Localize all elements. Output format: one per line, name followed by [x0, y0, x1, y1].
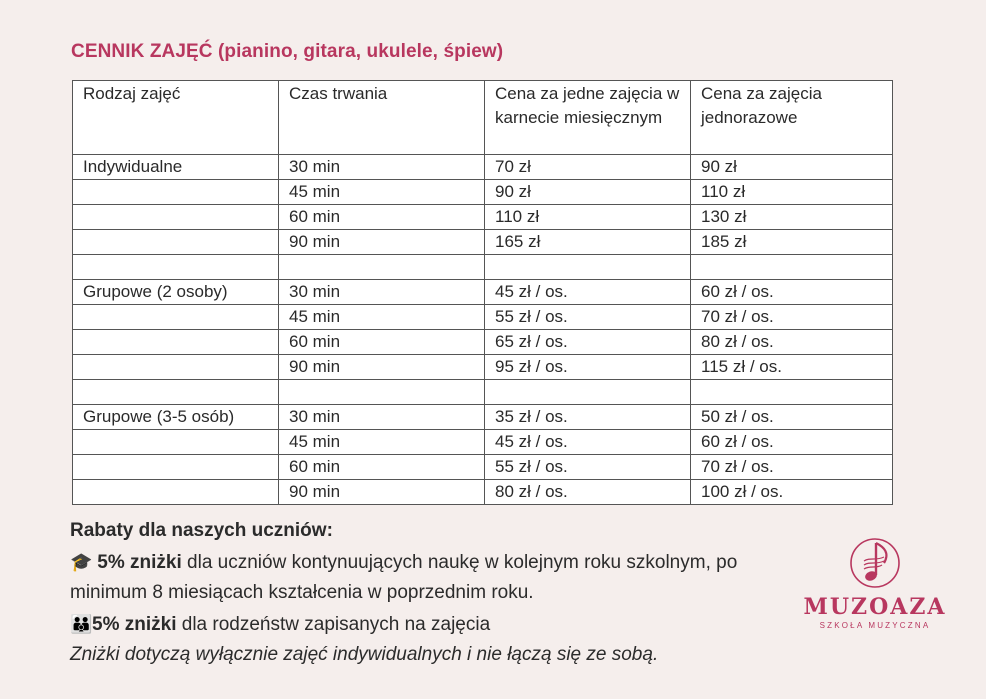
cell-monthly-pass-price: 90 zł — [485, 180, 691, 205]
table-row — [73, 180, 893, 205]
cell-single-price — [691, 380, 893, 405]
price-table — [72, 80, 893, 505]
table-row — [73, 280, 893, 305]
table-row — [73, 230, 893, 255]
cell-monthly-pass-price: 45 zł / os. — [485, 280, 691, 305]
cell-single-price: 50 zł / os. — [691, 405, 893, 430]
cell-monthly-pass-price: 110 zł — [485, 205, 691, 230]
cell-monthly-pass-price — [485, 255, 691, 280]
table-row — [73, 305, 893, 330]
cell-lesson-type: Grupowe (3-5 osób) — [73, 405, 279, 430]
table-row — [73, 355, 893, 380]
cell-single-price: 100 zł / os. — [691, 480, 893, 505]
cell-duration: 30 min — [279, 280, 485, 305]
cell-single-price: 80 zł / os. — [691, 330, 893, 355]
cell-duration: 45 min — [279, 430, 485, 455]
cell-duration: 60 min — [279, 455, 485, 480]
discount-amount: 5% zniżki — [97, 551, 182, 573]
cell-duration: 60 min — [279, 330, 485, 355]
table-row — [73, 155, 893, 180]
discounts-note: Zniżki dotyczą wyłącznie zajęć indywidualnych i nie łączą się ze sobą. — [70, 644, 659, 665]
table-row — [73, 455, 893, 480]
cell-lesson-type — [73, 480, 279, 505]
discount-item — [70, 547, 790, 609]
logo-name: MUZOAZA — [803, 594, 947, 620]
cell-monthly-pass-price — [485, 380, 691, 405]
cell-lesson-type — [73, 355, 279, 380]
header-monthly-pass-price: Cena za jedne zajęcia w karnecie miesięcznym — [485, 81, 691, 155]
cell-single-price: 130 zł — [691, 205, 893, 230]
cell-single-price: 185 zł — [691, 230, 893, 255]
cell-duration: 90 min — [279, 355, 485, 380]
cell-duration — [279, 255, 485, 280]
cell-duration: 30 min — [279, 155, 485, 180]
discount-description: dla rodzeństw zapisanych na zajęcia — [176, 613, 491, 635]
table-row — [73, 330, 893, 355]
cell-monthly-pass-price: 55 zł / os. — [485, 455, 691, 480]
cell-lesson-type — [73, 255, 279, 280]
cell-duration — [279, 380, 485, 405]
logo-subtitle: SZKOŁA MUZYCZNA — [819, 621, 931, 630]
cell-lesson-type — [73, 230, 279, 255]
cell-single-price: 115 zł / os. — [691, 355, 893, 380]
family-icon: 👪 — [70, 613, 93, 634]
cell-duration: 45 min — [279, 180, 485, 205]
table-row — [73, 430, 893, 455]
cell-lesson-type — [73, 180, 279, 205]
school-logo — [800, 535, 950, 650]
discounts-section — [70, 516, 790, 671]
cell-lesson-type — [73, 430, 279, 455]
cell-lesson-type — [73, 380, 279, 405]
table-row — [73, 480, 893, 505]
table-body — [73, 155, 893, 505]
cell-duration: 90 min — [279, 230, 485, 255]
cell-single-price: 70 zł / os. — [691, 305, 893, 330]
cell-lesson-type: Grupowe (2 osoby) — [73, 280, 279, 305]
cell-single-price: 70 zł / os. — [691, 455, 893, 480]
music-note-icon — [848, 535, 902, 591]
table-header-row — [73, 81, 893, 155]
cell-monthly-pass-price: 165 zł — [485, 230, 691, 255]
cell-monthly-pass-price: 80 zł / os. — [485, 480, 691, 505]
cell-single-price — [691, 255, 893, 280]
graduation-cap-icon: 🎓 — [70, 551, 93, 572]
cell-lesson-type — [73, 455, 279, 480]
cell-duration: 90 min — [279, 480, 485, 505]
header-lesson-type: Rodzaj zajęć — [73, 81, 279, 155]
cell-monthly-pass-price: 35 zł / os. — [485, 405, 691, 430]
header-duration: Czas trwania — [279, 81, 485, 155]
cell-duration: 60 min — [279, 205, 485, 230]
cell-single-price: 90 zł — [691, 155, 893, 180]
cell-single-price: 110 zł — [691, 180, 893, 205]
cell-lesson-type — [73, 205, 279, 230]
cell-lesson-type — [73, 305, 279, 330]
discounts-heading: Rabaty dla naszych uczniów: — [70, 520, 333, 541]
cell-lesson-type: Indywidualne — [73, 155, 279, 180]
cell-single-price: 60 zł / os. — [691, 280, 893, 305]
cell-single-price: 60 zł / os. — [691, 430, 893, 455]
cell-monthly-pass-price: 55 zł / os. — [485, 305, 691, 330]
table-row — [73, 205, 893, 230]
table-row — [73, 380, 893, 405]
table-row — [73, 405, 893, 430]
table-row — [73, 255, 893, 280]
discount-item — [70, 609, 790, 641]
discount-description: dla uczniów kontynuujących naukę w kolejnym roku szkolnym, po minimum 8 miesiącach kształcenia w poprzednim roku. — [70, 551, 738, 603]
page-title: CENNIK ZAJĘĆ (pianino, gitara, ukulele, śpiew) — [71, 41, 504, 62]
cell-monthly-pass-price: 65 zł / os. — [485, 330, 691, 355]
cell-lesson-type — [73, 330, 279, 355]
cell-monthly-pass-price: 70 zł — [485, 155, 691, 180]
cell-monthly-pass-price: 45 zł / os. — [485, 430, 691, 455]
header-single-price: Cena za zajęcia jednorazowe — [691, 81, 893, 155]
discount-amount: 5% zniżki — [92, 613, 177, 635]
cell-duration: 30 min — [279, 405, 485, 430]
cell-monthly-pass-price: 95 zł / os. — [485, 355, 691, 380]
cell-duration: 45 min — [279, 305, 485, 330]
